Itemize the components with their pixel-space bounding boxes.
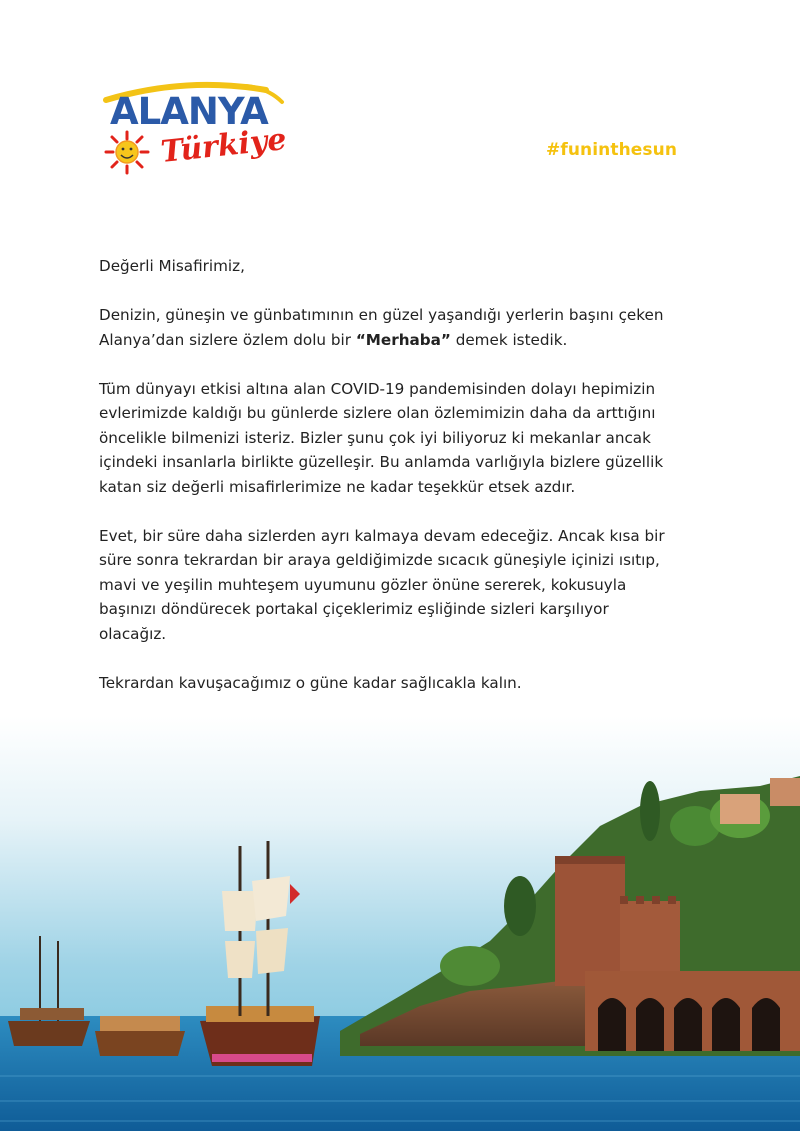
tour-boat <box>95 1016 185 1056</box>
paragraph-1: Denizin, güneşin ve günbatımının en güzel yaşandığı yerlerin başını çeken Alanya’dan sizlere özlem dolu bir “Merhaba” demek istedik. <box>99 306 664 349</box>
logo-wordmark: ALANYA <box>110 90 268 133</box>
greeting: Değerli Misafirimiz, <box>99 257 245 275</box>
paragraph-2: Tüm dünyayı etkisi altına alan COVID-19 pandemisinden dolayı hepimizin evlerimizde kaldığı bu günlerde sizlere olan özlemimizin daha da arttığını öncelikle bilmenizi isteriz. Bizler şunu çok iyi biliyoruz ki mekanlar ancak içindeki insanlarla birlikte güzelleşir. Bu anlamda varlığıyla bizlere güzellik katan siz değerli misafirlerimize ne kadar teşekkür etsek azdır. <box>99 379 664 496</box>
alanya-harbor-image <box>0 716 800 1131</box>
hashtag: #funinthesun <box>546 140 678 160</box>
paragraph-3: Evet, bir süre daha sizlerden ayrı kalmaya devam edeceğiz. Ancak kısa bir süre sonra tekrardan bir araya geldiğimizde sıcacık güneşiyle içinizi ısıtıp, mavi ve yeşilin muhteşem uyumunu gözler önüne sererek, kokusuyla başınızı döndürecek portakal çiçeklerimiz eşliğinde sizleri karşılıyor olacağız. <box>99 526 665 643</box>
paragraph-4: Tekrardan kavuşacağımız o güne kadar sağlıcakla kalın. <box>99 673 522 692</box>
merhaba-quote: “Merhaba” <box>355 330 451 349</box>
logo-subtitle: Türkiye <box>159 121 289 170</box>
alanya-logo <box>96 76 306 186</box>
sun-icon <box>106 132 148 173</box>
